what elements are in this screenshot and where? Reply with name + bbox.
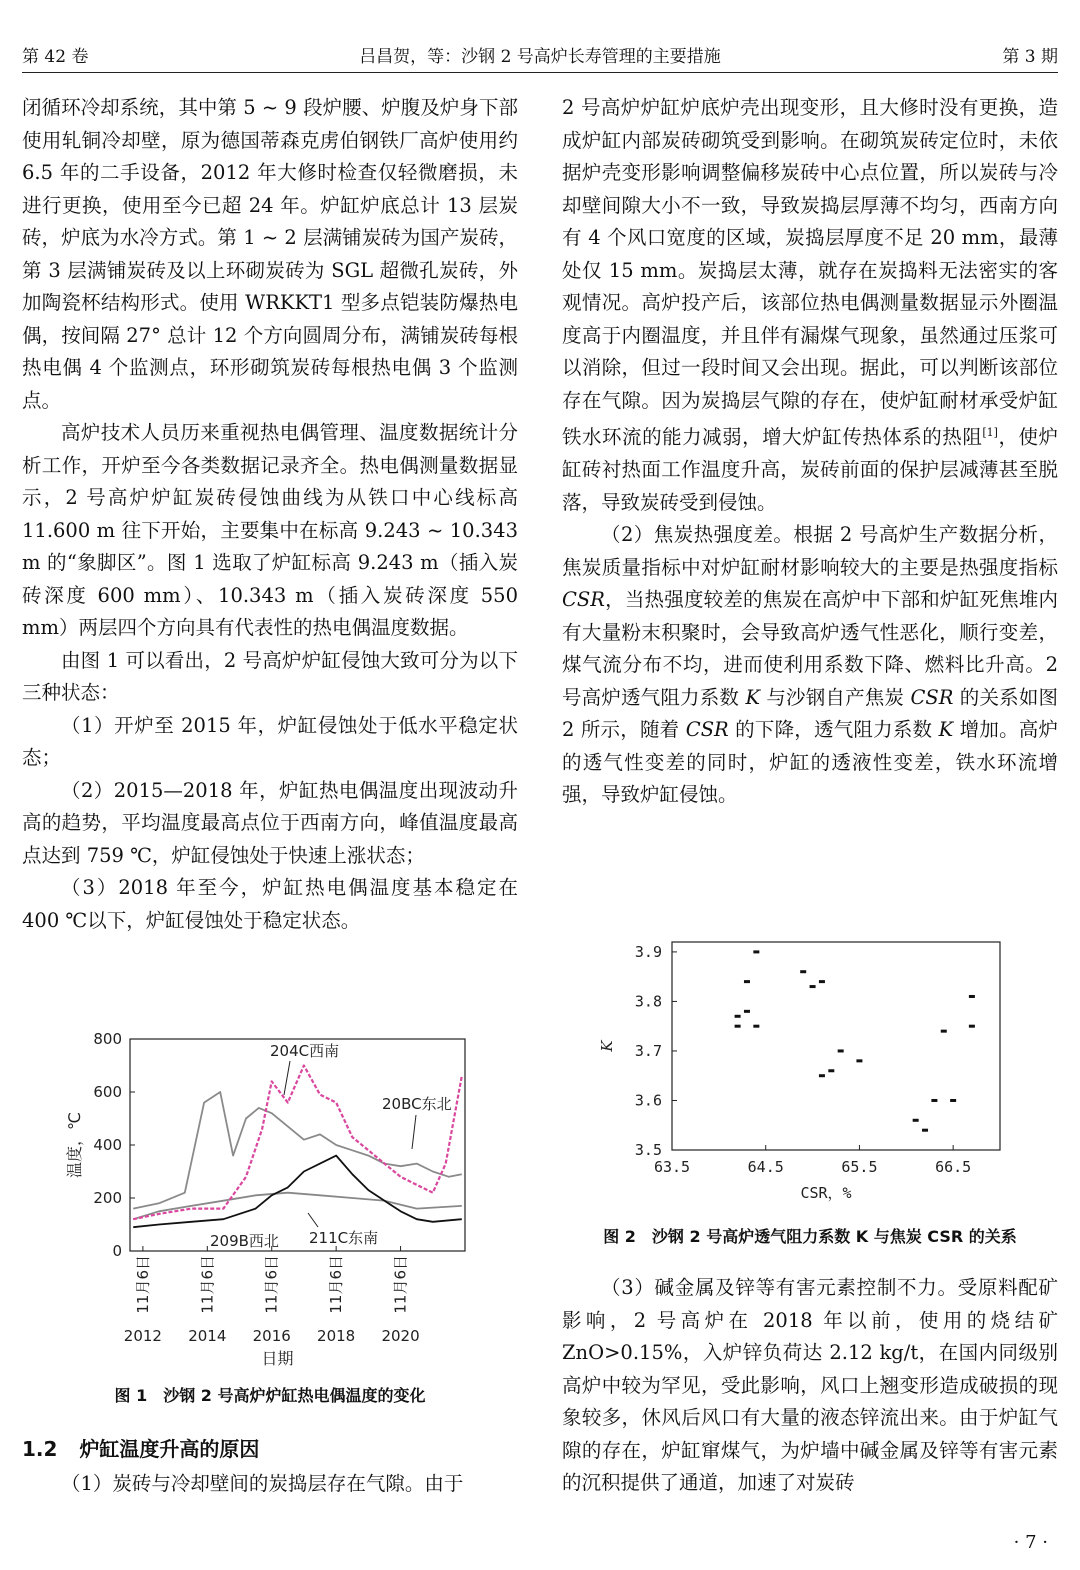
x-year-label: 2014	[188, 1327, 227, 1345]
y-tick-label: 3.7	[634, 1041, 662, 1060]
right-paragraph-2: （2）焦炭热强度差。根据 2 号高炉生产数据分析，焦炭质量指标中对炉缸耐材影响较大的主要是热强度指标 CSR，当热强度较差的焦炭在高炉中下部和炉缸死焦堆内有大量粉末积聚时，会导致高炉透气性恶化，顺行变差，煤气流分布不均，进而使利用系数下降、燃料比升高。2 号高炉透气阻力系数 K 与沙钢自产焦炭 CSR 的关系如图 2 所示，随着 CSR 的下降，透气阻力系数 K 增加。高炉的透气性变差的同时，炉缸的透液性变差，铁水环流增强，导致炉缸侵蚀。	[562, 523, 1058, 806]
right-column-lower	[562, 1272, 1058, 1500]
x-date-label: 11月6日	[327, 1255, 346, 1314]
citation-ref: [1]	[982, 426, 998, 439]
annotation-pointer	[308, 1213, 318, 1227]
left-paragraph-1: 闭循环冷却系统，其中第 5 ~ 9 段炉腰、炉腹及炉身下部使用轧铜冷却壁，原为德国蒂森克虏伯钢铁厂高炉使用约 6.5 年的二手设备，2012 年大修时检查仅轻微磨损，未进行更换，使用至今已超 24 年。炉缸炉底总计 13 层炭砖，炉底为水冷方式。第 1 ~ 2 层满铺炭砖为国产炭砖，第 3 层满铺炭砖及以上环砌炭砖为 SGL 超微孔炭砖，外加陶瓷杯结构形式。使用 WRKKT1 型多点铠装防爆热电偶，按间隔 27° 总计 12 个方向圆周分布，满铺炭砖每根热电偶 4 个监测点，环形砌筑炭砖每根热电偶 3 个监测点。	[22, 96, 518, 412]
x-axis-label: CSR，%	[800, 1184, 852, 1202]
scatter-point	[744, 1010, 750, 1013]
x-year-label: 2018	[317, 1327, 356, 1345]
annotation-pointer	[284, 1061, 290, 1095]
scatter-point	[856, 1059, 862, 1062]
scatter-point	[735, 1015, 741, 1018]
right-paragraph-1: 2 号高炉炉缸炉底炉壳出现变形，且大修时没有更换，造成炉缸内部炭砖砌筑受到影响。在砌筑炭砖定位时，未依据炉壳变形影响调整偏移炭砖中心点位置，所以炭砖与冷却壁间隙大小不一致，导致炭捣层厚薄不均匀，西南方向有 4 个风口宽度的区域，炭捣层厚度不足 20 mm，最薄处仅 15 mm。炭捣层太薄，就存在炭捣料无法密实的客观情况。高炉投产后，该部位热电偶测量数据显示外圈温度高于内圈温度，并且伴有漏煤气现象，虽然通过压浆可以消除，但过一段时间又会出现。据此，可以判断该部位存在气隙。因为炭捣层气隙的存在，使炉缸耐材承受炉缸铁水环流的能力减弱，增大炉缸传热体系的热阻[1]，使炉缸砖衬热面工作温度升高，炭砖前面的保护层减薄甚至脱落，导致炭砖受到侵蚀。	[562, 96, 1058, 514]
scatter-point	[753, 1025, 759, 1028]
y-tick-label: 0	[112, 1242, 122, 1260]
section-title: 炉缸温度升高的原因	[79, 1437, 260, 1461]
x-date-label: 11月6日	[198, 1255, 217, 1314]
y-tick-label: 3.5	[634, 1141, 662, 1159]
left-paragraph-5: （2）2015—2018 年，炉缸热电偶温度出现波动升高的趋势，平均温度最高点位于西南方向，峰值温度最高点达到 759 ℃，炉缸侵蚀处于快速上涨状态；	[22, 778, 518, 867]
x-date-label: 11月6日	[133, 1255, 152, 1314]
y-tick-label: 400	[93, 1136, 122, 1154]
series-annotation: 211C东南	[309, 1229, 379, 1247]
series-annotation: 209B西北	[210, 1232, 279, 1250]
section-heading	[22, 1433, 281, 1462]
scatter-point	[913, 1119, 919, 1122]
x-tick-label: 66.5	[935, 1158, 972, 1176]
scatter-point	[735, 1025, 741, 1028]
x-year-label: 2012	[123, 1327, 162, 1345]
left-tail-paragraph: （1）炭砖与冷却壁间的炭捣层存在气隙。由于	[61, 1472, 464, 1495]
volume-label: 第 42 卷	[22, 47, 89, 67]
y-tick-label: 3.9	[634, 942, 662, 961]
left-paragraph-4: （1）开炉至 2015 年，炉缸侵蚀处于低水平稳定状态；	[22, 713, 518, 769]
left-column	[22, 92, 518, 937]
figure-2-caption: 图 2 沙钢 2 号高炉透气阻力系数 K 与焦炭 CSR 的关系	[603, 1227, 1017, 1246]
scatter-point	[828, 1069, 834, 1072]
x-date-label: 11月6日	[391, 1255, 410, 1314]
annotation-pointer	[412, 1115, 416, 1149]
x-tick-label: 64.5	[747, 1158, 784, 1176]
y-tick-label: 3.6	[634, 1091, 662, 1110]
right-paragraph-3: （3）碱金属及锌等有害元素控制不力。受原料配矿影响，2 号高炉在 2018 年以前，使用的烧结矿 ZnO>0.15%，入炉锌负荷达 2.12 kg/t，在国内同级别高炉中较为罕见，受此影响，风口上翘变形造成破损的现象较多，休风后风口有大量的液态锌流出来。由于炉缸气隙的存在，炉缸窜煤气，为炉墙中碱金属及锌等有害元素的沉积提供了通道，加速了对炭砖	[562, 1276, 1058, 1494]
left-paragraph-3: 由图 1 可以看出，2 号高炉炉缸侵蚀大致可分为以下三种状态：	[22, 648, 518, 704]
scatter-point	[922, 1129, 928, 1132]
x-tick-label: 65.5	[841, 1158, 878, 1176]
scatter-point	[819, 980, 825, 983]
running-header	[22, 42, 1058, 68]
y-tick-label: 200	[93, 1189, 122, 1207]
figure-1-caption: 图 1 沙钢 2 号高炉炉缸热电偶温度的变化	[114, 1386, 426, 1405]
scatter-point	[969, 995, 975, 998]
figure-1-line-chart	[22, 1025, 518, 1375]
y-tick-label: 800	[93, 1030, 122, 1048]
scatter-point	[969, 1025, 975, 1028]
scatter-point	[838, 1049, 844, 1052]
scatter-point	[941, 1030, 947, 1033]
issue-label: 第 3 期	[1002, 47, 1058, 67]
scatter-point	[744, 980, 750, 983]
left-paragraph-6: （3）2018 年至今，炉缸热电偶温度基本稳定在 400 ℃以下，炉缸侵蚀处于稳定状态。	[22, 876, 518, 932]
right-column	[562, 92, 1058, 812]
y-tick-label: 3.8	[634, 992, 662, 1011]
header-rule	[22, 72, 1058, 73]
figure-2-scatter-chart	[590, 930, 1030, 1210]
left-paragraph-2: 高炉技术人员历来重视热电偶管理、温度数据统计分析工作，开炉至今各类数据记录齐全。热电偶测量数据显示，2 号高炉炉缸炭砖侵蚀曲线为从铁口中心线标高 11.600 m 往下开始，主要集中在标高 9.243 ~ 10.343 m 的“象脚区”。图 1 选取了炉缸标高 9.243 m（插入炭砖深度 600 mm）、10.343 m（插入炭砖深度 550 mm）两层四个方向具有代表性的热电偶温度数据。	[22, 421, 518, 639]
series-line	[133, 1193, 462, 1220]
y-tick-label: 600	[93, 1083, 122, 1101]
scatter-point	[950, 1099, 956, 1102]
series-annotation: 20BC东北	[382, 1095, 452, 1113]
series-annotation: 204C西南	[270, 1042, 340, 1060]
y-axis-label: 温度，℃	[65, 1112, 84, 1178]
running-title: 吕昌贺，等：沙钢 2 号高炉长寿管理的主要措施	[359, 47, 721, 67]
series-line	[133, 1156, 462, 1228]
x-year-label: 2020	[381, 1327, 420, 1345]
x-axis-label: 日期	[261, 1349, 294, 1368]
scatter-point	[819, 1074, 825, 1077]
page-number: · 7 ·	[1013, 1532, 1048, 1553]
scatter-point	[810, 985, 816, 988]
x-date-label: 11月6日	[262, 1255, 281, 1314]
scatter-point	[931, 1099, 937, 1102]
scatter-point	[753, 950, 759, 953]
scatter-point	[800, 970, 806, 973]
x-tick-label: 63.5	[653, 1158, 691, 1176]
y-axis-label: K	[598, 1040, 616, 1052]
section-number: 1.2	[22, 1437, 58, 1461]
plot-frame	[672, 942, 1000, 1150]
x-year-label: 2016	[252, 1327, 291, 1345]
